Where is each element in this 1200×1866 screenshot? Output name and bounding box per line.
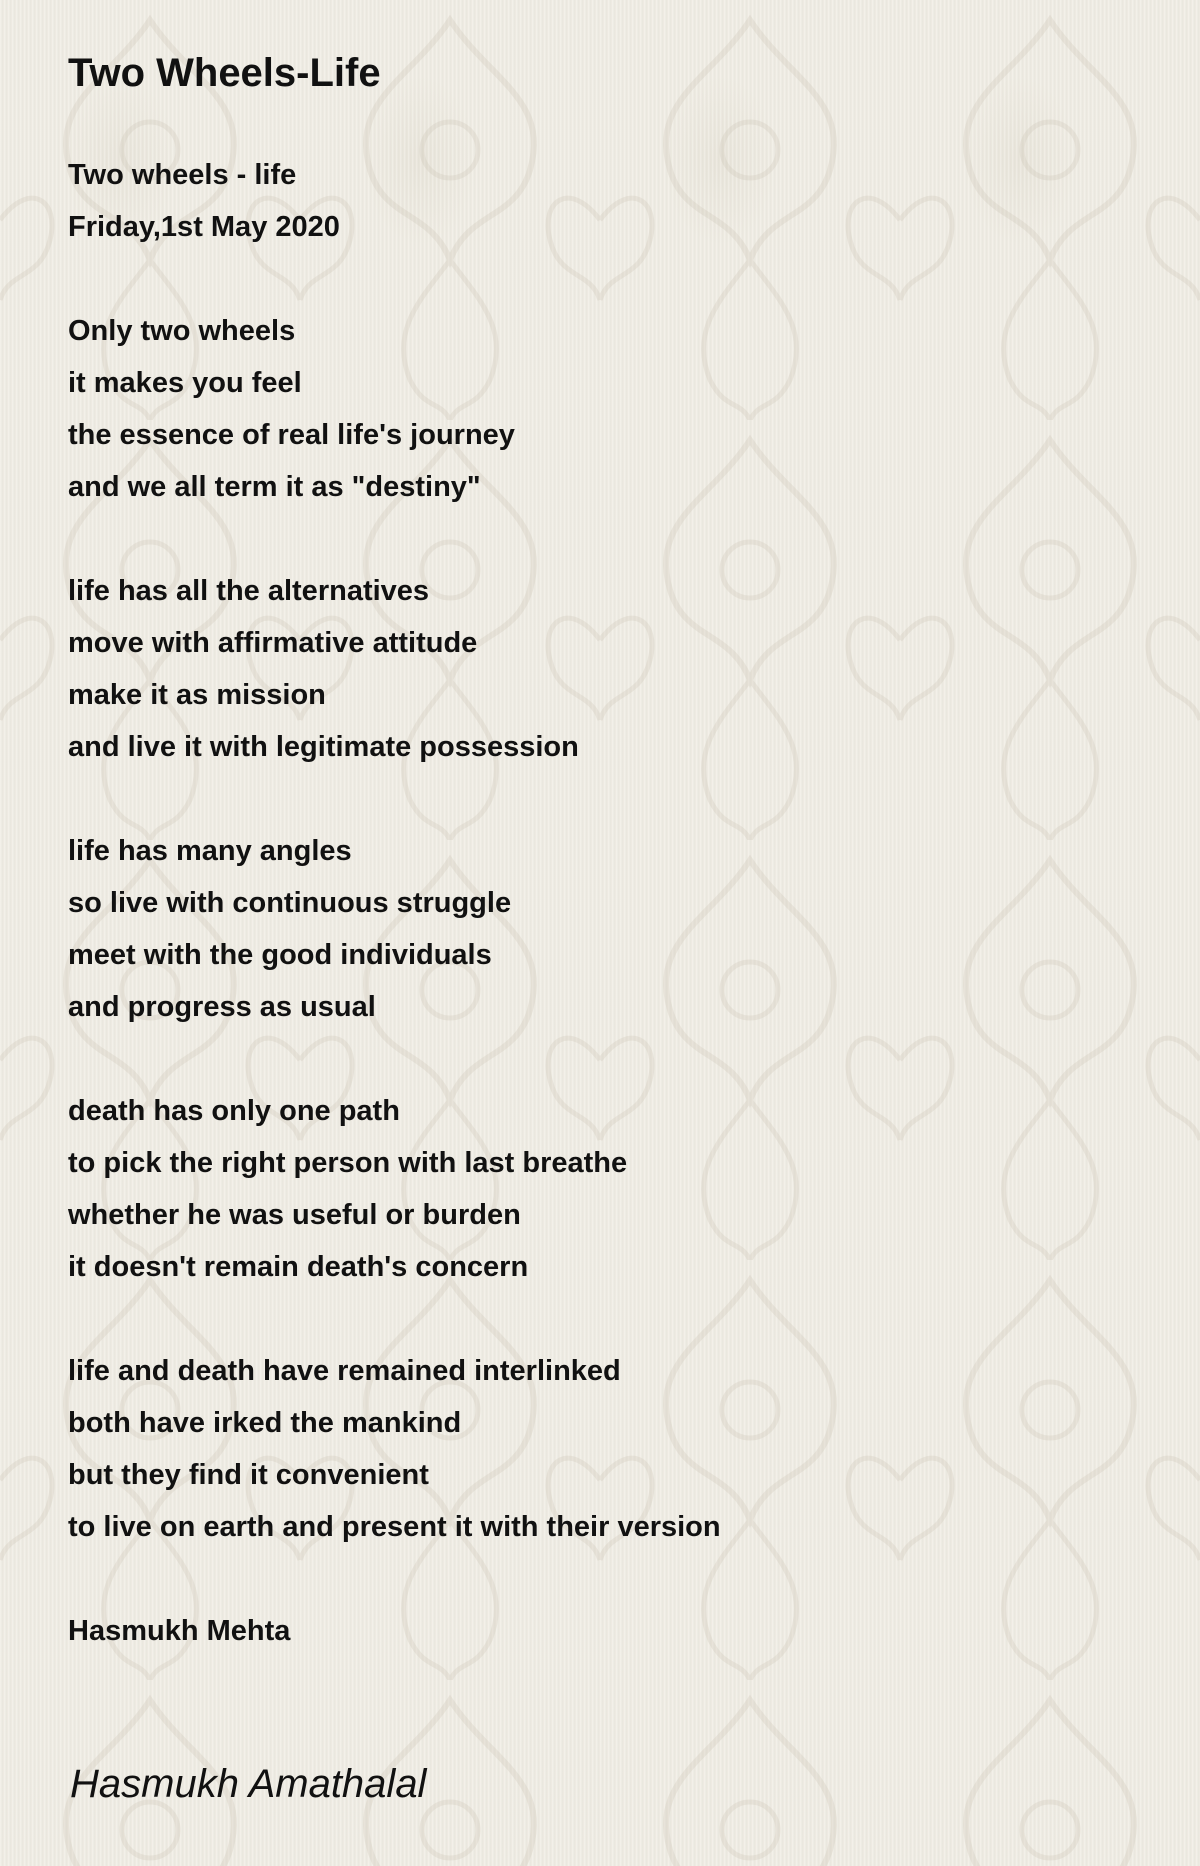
- poem-line: the essence of real life's journey: [68, 419, 515, 451]
- stanza-3: [68, 565, 1128, 773]
- poem-line: it doesn't remain death's concern: [68, 1251, 529, 1283]
- poem-line: so live with continuous struggle: [68, 887, 512, 919]
- poem-line: Friday,1st May 2020: [68, 211, 340, 243]
- poem-line: and progress as usual: [68, 991, 376, 1023]
- stanza-4: [68, 825, 1128, 1033]
- poem-line: death has only one path: [68, 1095, 400, 1127]
- poem-line: whether he was useful or burden: [68, 1199, 521, 1231]
- stanza-2: [68, 305, 1128, 513]
- poem-line: Two wheels - life: [68, 159, 297, 191]
- poem-line: life has all the alternatives: [68, 575, 430, 607]
- author-signature: Hasmukh Amathalal: [70, 1762, 427, 1806]
- poem-line: and we all term it as "destiny": [68, 471, 481, 503]
- poem-line: move with affirmative attitude: [68, 627, 478, 659]
- poem-line: life has many angles: [68, 835, 352, 867]
- poem-line: both have irked the mankind: [68, 1407, 462, 1439]
- poem-body: [68, 149, 1128, 1709]
- poem-line: it makes you feel: [68, 367, 302, 399]
- stanza-6: [68, 1345, 1128, 1553]
- poem-line: but they find it convenient: [68, 1459, 429, 1491]
- poem-line: to live on earth and present it with their version: [68, 1511, 721, 1543]
- stanza-1: [68, 149, 1128, 253]
- stanza-author: [68, 1605, 1128, 1657]
- poem-title: Two Wheels-Life: [68, 51, 381, 95]
- stanza-5: [68, 1085, 1128, 1293]
- poem-line: and live it with legitimate possession: [68, 731, 579, 763]
- poem-line: meet with the good individuals: [68, 939, 492, 971]
- poem-line: life and death have remained interlinked: [68, 1355, 621, 1387]
- poem-author-line: Hasmukh Mehta: [68, 1615, 291, 1647]
- poem-line: to pick the right person with last breathe: [68, 1147, 628, 1179]
- poem-line: Only two wheels: [68, 315, 296, 347]
- poem-line: make it as mission: [68, 679, 326, 711]
